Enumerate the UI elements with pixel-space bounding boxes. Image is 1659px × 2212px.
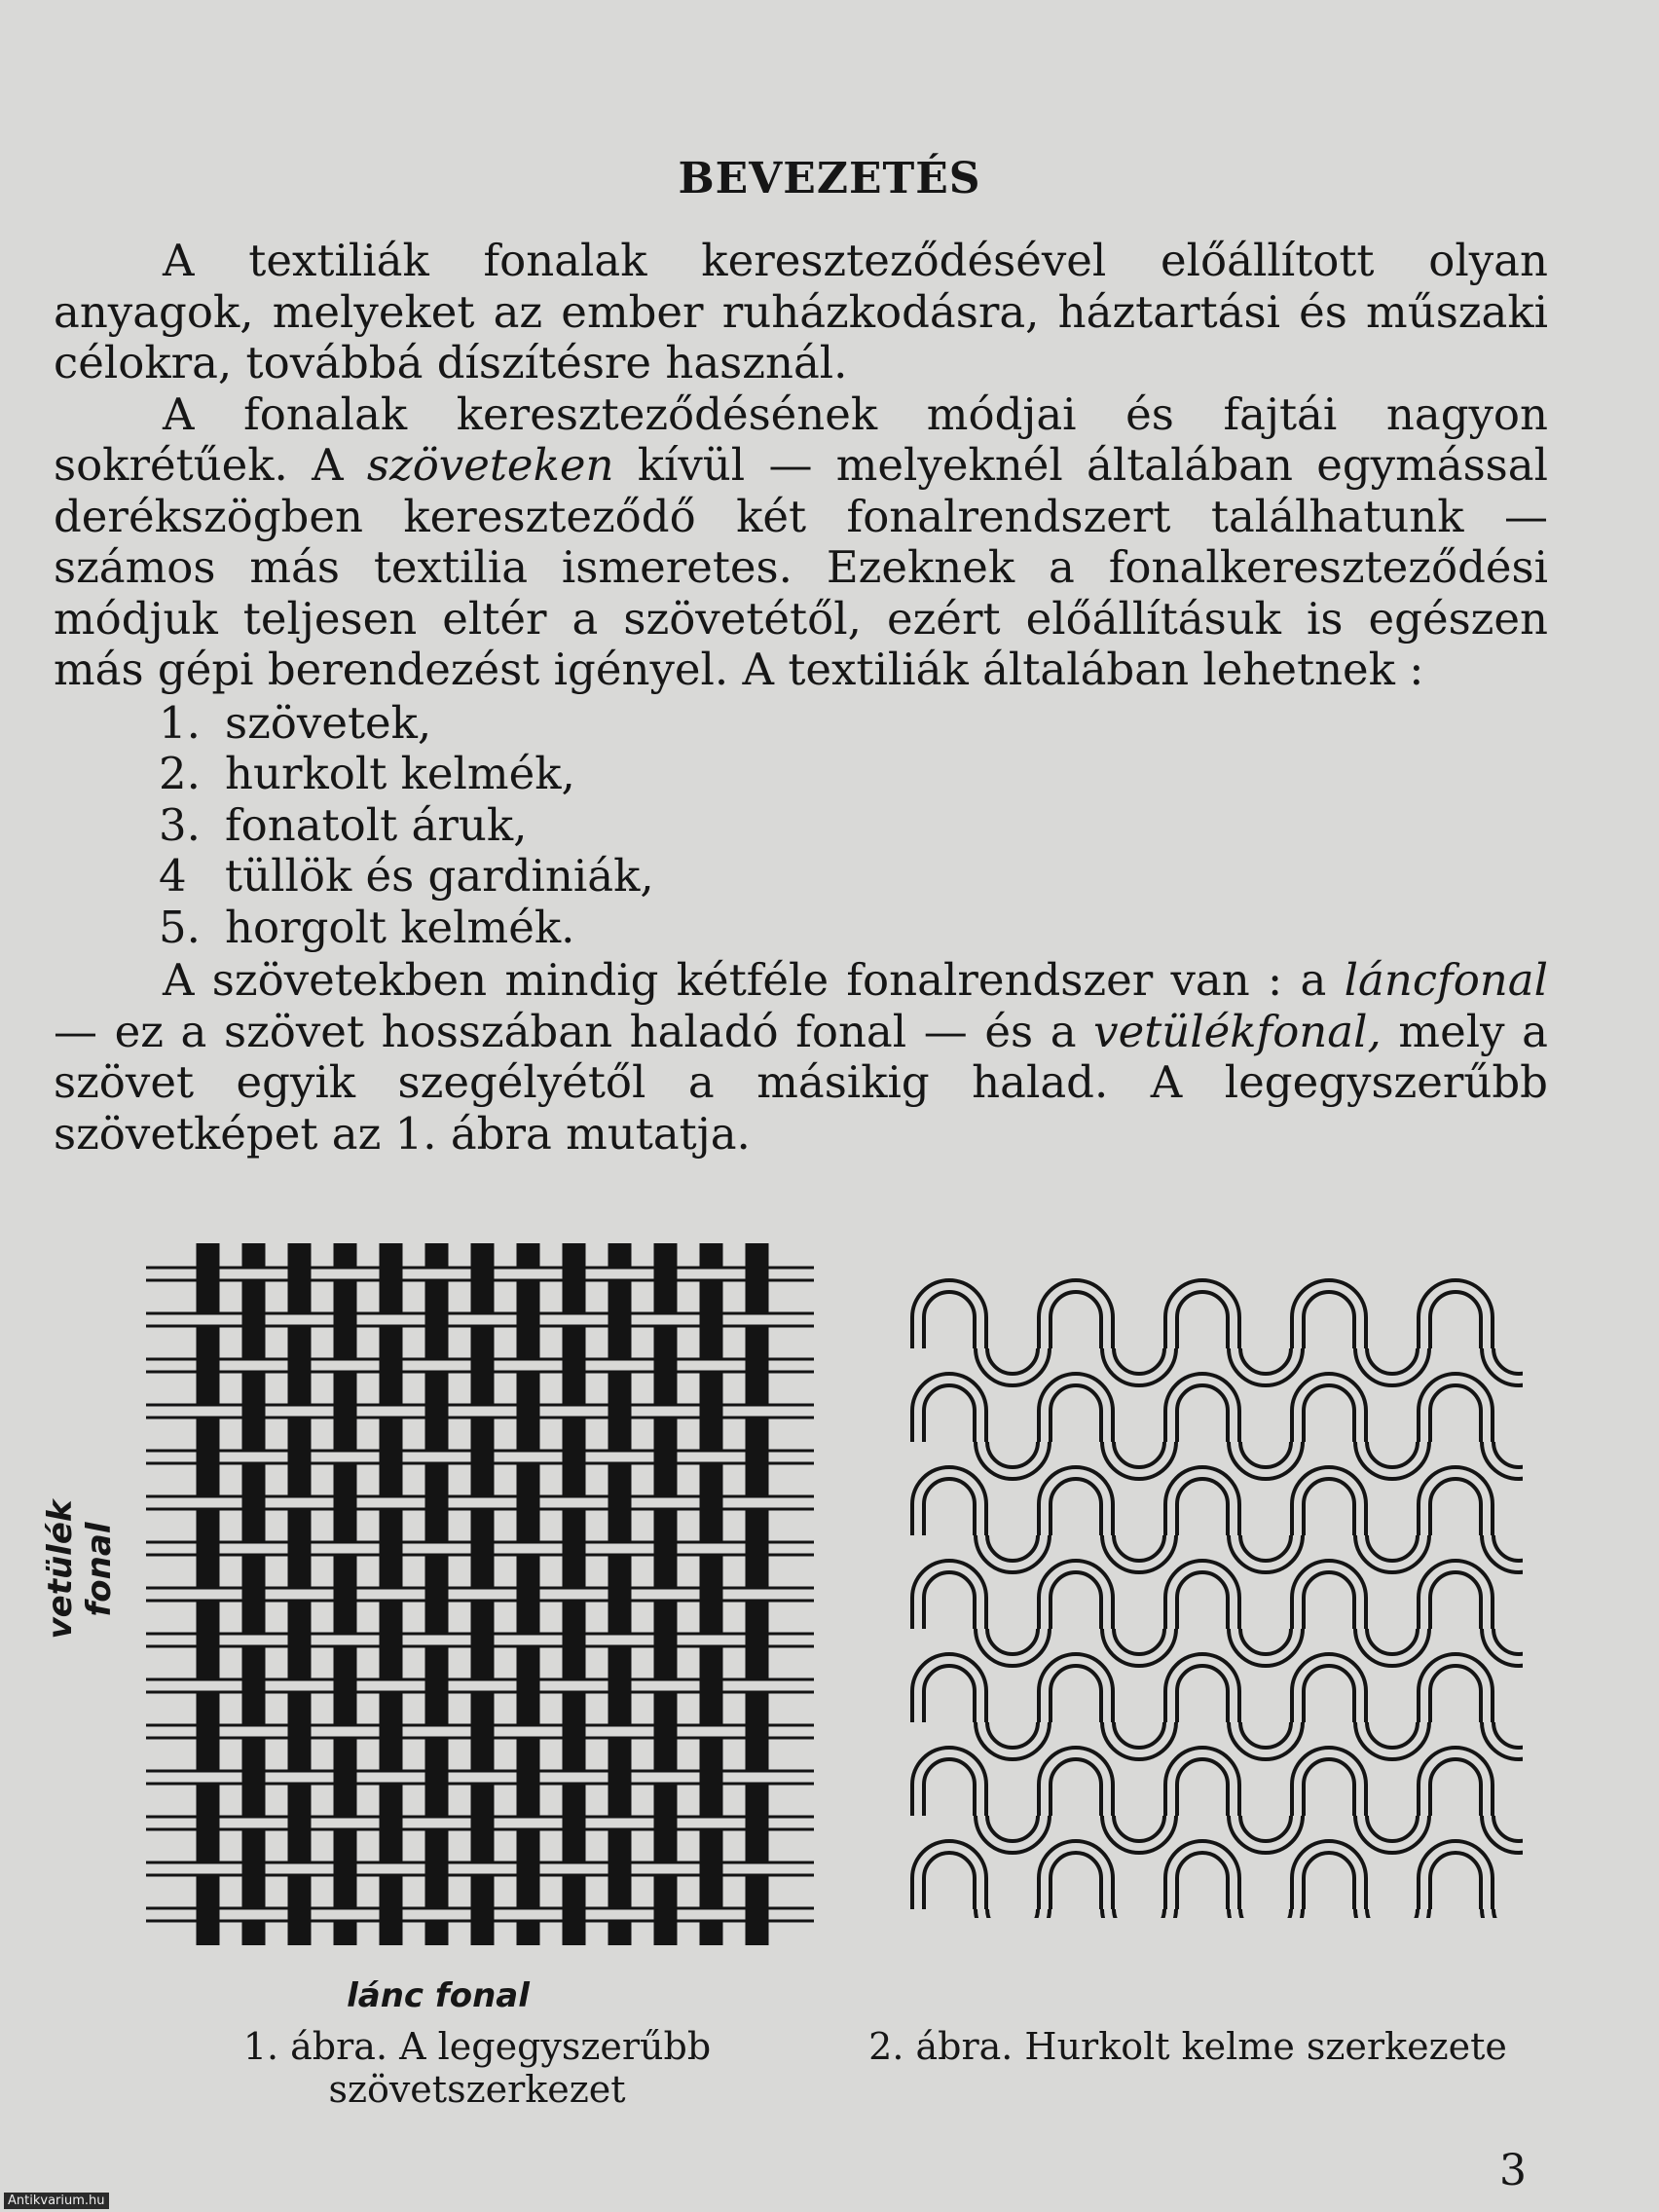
warp-over-weft bbox=[380, 1541, 403, 1557]
knit-loop-head bbox=[1292, 1374, 1366, 1442]
knitted-fabric-figure bbox=[857, 1246, 1538, 1937]
knit-loop-head bbox=[912, 1374, 986, 1442]
knit-loop-head bbox=[1165, 1374, 1239, 1442]
warp-over-weft bbox=[288, 1724, 312, 1740]
knit-sinker-arc bbox=[976, 1629, 1050, 1666]
warp-over-weft bbox=[471, 1724, 495, 1740]
warp-over-weft bbox=[288, 1816, 312, 1831]
emphasis-szoveteken: szöveteken bbox=[366, 439, 614, 491]
warp-over-weft bbox=[517, 1495, 540, 1511]
warp-over-weft bbox=[608, 1770, 632, 1786]
knit-sinker-arc bbox=[1229, 1816, 1303, 1853]
knit-loop-head bbox=[1292, 1748, 1366, 1816]
knit-loop-head bbox=[1039, 1748, 1113, 1816]
warp-over-weft bbox=[608, 1312, 632, 1328]
warp-over-weft bbox=[746, 1816, 769, 1831]
warp-over-weft bbox=[517, 1862, 540, 1877]
warp-over-weft bbox=[197, 1816, 220, 1831]
knit-loop-head bbox=[1165, 1280, 1239, 1348]
warp-over-weft bbox=[654, 1907, 678, 1923]
warp-over-weft bbox=[197, 1724, 220, 1740]
warp-over-weft bbox=[517, 1587, 540, 1603]
warp-over-weft bbox=[334, 1770, 357, 1786]
warp-over-weft bbox=[288, 1541, 312, 1557]
warp-over-weft bbox=[746, 1724, 769, 1740]
knit-sinker-arc bbox=[1355, 1722, 1429, 1759]
warp-over-weft bbox=[563, 1541, 586, 1557]
knit-sinker-arc bbox=[1102, 1348, 1176, 1385]
knit-sinker-arc bbox=[1102, 1816, 1176, 1853]
knit-loop-head bbox=[1039, 1841, 1113, 1909]
warp-over-weft bbox=[425, 1312, 449, 1328]
warp-over-weft bbox=[425, 1404, 449, 1419]
warp-over-weft bbox=[700, 1862, 723, 1877]
figure-top-margin bbox=[857, 1246, 1538, 1264]
knit-loop-head bbox=[1419, 1841, 1493, 1909]
warp-over-weft bbox=[563, 1724, 586, 1740]
warp-over-weft bbox=[608, 1862, 632, 1877]
knit-loop-head bbox=[1165, 1841, 1239, 1909]
warp-over-weft bbox=[288, 1450, 312, 1465]
paragraph-3-text-b: — ez a szövet hosszában haladó fonal — és a bbox=[54, 1005, 1077, 1057]
list-item-number: 2. bbox=[159, 748, 201, 799]
warp-over-weft bbox=[654, 1633, 678, 1648]
textile-type-list bbox=[159, 698, 1548, 954]
knit-loop-head bbox=[1039, 1654, 1113, 1722]
warp-over-weft bbox=[380, 1907, 403, 1923]
knit-loop-head bbox=[1039, 1280, 1113, 1348]
warp-over-weft bbox=[471, 1267, 495, 1282]
figure-bottom-margin bbox=[857, 1918, 1538, 1937]
warp-over-weft bbox=[242, 1862, 266, 1877]
warp-over-weft bbox=[700, 1678, 723, 1694]
warp-over-weft bbox=[334, 1678, 357, 1694]
knit-loop-head bbox=[1292, 1654, 1366, 1722]
warp-over-weft bbox=[700, 1404, 723, 1419]
warp-over-weft bbox=[471, 1541, 495, 1557]
emphasis-vetulekfonal: vetülékfonal, bbox=[1093, 1005, 1382, 1057]
warp-over-weft bbox=[746, 1541, 769, 1557]
knit-sinker-arc bbox=[1229, 1348, 1303, 1385]
warp-over-weft bbox=[700, 1587, 723, 1603]
warp-over-weft bbox=[608, 1587, 632, 1603]
warp-over-weft bbox=[746, 1267, 769, 1282]
paragraph-3-text-c: mely a szövet egyik szegélyétől a másikig halad. A legegyszerűbb szövetképet az 1. ábra mutatja. bbox=[54, 1005, 1548, 1160]
warp-over-weft bbox=[334, 1312, 357, 1328]
figure-2-caption: 2. ábra. Hurkolt kelme szerkezete bbox=[868, 2025, 1507, 2068]
warp-over-weft bbox=[746, 1358, 769, 1374]
knit-loop-head bbox=[912, 1561, 986, 1629]
paragraph-1: A textiliák fonalak kereszteződésével előállított olyan anyagok, melyeket az ember ruházkodásra, háztartási és műszaki célokra, továbbá díszítésre használ. bbox=[54, 235, 1548, 388]
knit-loop-head bbox=[1419, 1374, 1493, 1442]
warp-over-weft bbox=[425, 1862, 449, 1877]
warp-over-weft bbox=[334, 1404, 357, 1419]
list-item bbox=[159, 698, 1548, 750]
knit-loop-head bbox=[1292, 1280, 1366, 1348]
warp-over-weft bbox=[380, 1633, 403, 1648]
knit-loop-head bbox=[912, 1841, 986, 1909]
knit-sinker-arc bbox=[1355, 1629, 1429, 1666]
list-item-number: 4 bbox=[159, 850, 187, 902]
warp-over-weft bbox=[380, 1816, 403, 1831]
warp-over-weft bbox=[425, 1770, 449, 1786]
knit-loop-head bbox=[1419, 1467, 1493, 1535]
warp-over-weft bbox=[563, 1267, 586, 1282]
warp-over-weft bbox=[517, 1770, 540, 1786]
warp-over-weft bbox=[654, 1267, 678, 1282]
list-item-number: 1. bbox=[159, 696, 201, 749]
page-number: 3 bbox=[1499, 2146, 1527, 2195]
warp-over-weft bbox=[608, 1678, 632, 1694]
warp-over-weft bbox=[563, 1633, 586, 1648]
knit-sinker-arc bbox=[976, 1442, 1050, 1479]
warp-over-weft bbox=[746, 1907, 769, 1923]
warp-over-weft bbox=[654, 1358, 678, 1374]
warp-over-weft bbox=[288, 1633, 312, 1648]
warp-over-weft bbox=[242, 1404, 266, 1419]
figure-1-caption-line1: 1. ábra. A legegyszerűbb bbox=[242, 2025, 712, 2068]
warp-over-weft bbox=[288, 1358, 312, 1374]
figure-1-caption bbox=[136, 2025, 818, 2111]
knit-sinker-arc bbox=[1229, 1722, 1303, 1759]
knit-sinker-arc bbox=[1229, 1535, 1303, 1572]
warp-over-weft bbox=[700, 1312, 723, 1328]
knit-loop-head bbox=[1165, 1467, 1239, 1535]
paragraph-3-text-a: A szövetekben mindig kétféle fonalrendszer van : a bbox=[163, 954, 1327, 1006]
list-item-number: 3. bbox=[159, 798, 201, 851]
list-item-text: horgolt kelmék. bbox=[225, 901, 575, 953]
warp-over-weft bbox=[380, 1724, 403, 1740]
warp-over-weft bbox=[197, 1633, 220, 1648]
warp-over-weft bbox=[197, 1450, 220, 1465]
knit-sinker-arc bbox=[1355, 1348, 1429, 1385]
warp-over-weft bbox=[608, 1495, 632, 1511]
warp-over-weft bbox=[654, 1816, 678, 1831]
warp-over-weft bbox=[471, 1633, 495, 1648]
knit-sinker-arc bbox=[976, 1348, 1050, 1385]
warp-over-weft bbox=[242, 1312, 266, 1328]
warp-over-weft bbox=[334, 1862, 357, 1877]
emphasis-lancfonal: láncfonal bbox=[1344, 954, 1548, 1006]
knit-sinker-arc bbox=[1355, 1442, 1429, 1479]
warp-over-weft bbox=[563, 1450, 586, 1465]
warp-over-weft bbox=[425, 1587, 449, 1603]
knit-loop-head bbox=[1419, 1748, 1493, 1816]
warp-over-weft bbox=[471, 1907, 495, 1923]
knit-loop-head bbox=[1039, 1561, 1113, 1629]
knit-loop-head bbox=[912, 1280, 986, 1348]
warp-over-weft bbox=[380, 1450, 403, 1465]
warp-over-weft bbox=[242, 1770, 266, 1786]
knit-sinker-arc bbox=[1229, 1442, 1303, 1479]
warp-over-weft bbox=[197, 1907, 220, 1923]
warp-over-weft bbox=[334, 1495, 357, 1511]
list-item-text: szövetek, bbox=[225, 696, 432, 749]
knit-sinker-arc bbox=[976, 1816, 1050, 1853]
warp-over-weft bbox=[563, 1816, 586, 1831]
warp-over-weft bbox=[242, 1587, 266, 1603]
warp-over-weft bbox=[746, 1450, 769, 1465]
warp-over-weft bbox=[654, 1541, 678, 1557]
knit-sinker-arc bbox=[1102, 1535, 1176, 1572]
knit-loop-head bbox=[1292, 1561, 1366, 1629]
warp-over-weft bbox=[197, 1541, 220, 1557]
paragraph-3 bbox=[54, 955, 1548, 1160]
warp-over-weft bbox=[517, 1678, 540, 1694]
knit-sinker-arc bbox=[1102, 1629, 1176, 1666]
figure-left-margin bbox=[857, 1246, 872, 1937]
knit-sinker-arc bbox=[976, 1535, 1050, 1572]
paragraph-2 bbox=[54, 389, 1548, 696]
knit-loop-head bbox=[912, 1748, 986, 1816]
list-item-text: hurkolt kelmék, bbox=[225, 748, 575, 799]
list-item bbox=[159, 903, 1548, 954]
knit-loop-head bbox=[1165, 1561, 1239, 1629]
knit-loop-head bbox=[1165, 1748, 1239, 1816]
lanc-fonal-label: lánc fonal bbox=[347, 1976, 530, 2015]
warp-over-weft bbox=[242, 1495, 266, 1511]
warp-over-weft bbox=[425, 1678, 449, 1694]
list-item bbox=[159, 851, 1548, 903]
knit-sinker-arc bbox=[976, 1722, 1050, 1759]
knit-sinker-arc bbox=[1229, 1629, 1303, 1666]
warp-over-weft bbox=[380, 1267, 403, 1282]
knit-loop-head bbox=[1419, 1280, 1493, 1348]
plain-weave-figure bbox=[136, 1232, 818, 1972]
knit-sinker-arc bbox=[1355, 1816, 1429, 1853]
warp-over-weft bbox=[700, 1770, 723, 1786]
warp-over-weft bbox=[471, 1358, 495, 1374]
warp-over-weft bbox=[288, 1267, 312, 1282]
paragraph-2-text-b: kívül — melyeknél általában egymással derékszögben kereszteződő két fonalrendszert találhatunk — számos más textilia ismeretes. Ezeknek a fonalkereszteződési módjuk teljesen eltér a szövetétől, ezért előállításuk is egészen más gépi berendezést igényel. A textiliák általában lehetnek : bbox=[54, 439, 1548, 695]
figure-right-margin bbox=[1523, 1246, 1538, 1937]
warp-over-weft bbox=[471, 1450, 495, 1465]
list-item bbox=[159, 749, 1548, 800]
knit-loop-head bbox=[912, 1467, 986, 1535]
body-text bbox=[54, 236, 1548, 1160]
knit-loop-head bbox=[1039, 1467, 1113, 1535]
warp-over-weft bbox=[425, 1495, 449, 1511]
figure-1-caption-line2: szövetszerkezet bbox=[328, 2068, 626, 2111]
knit-loop-head bbox=[1419, 1654, 1493, 1722]
list-item bbox=[159, 800, 1548, 852]
paragraph-2-text-a: A fonalak kereszteződésének módjai és fajtái nagyon sokrétűek. A bbox=[54, 387, 1548, 491]
knit-sinker-arc bbox=[1355, 1535, 1429, 1572]
knit-sinker-arc bbox=[1102, 1442, 1176, 1479]
knit-loop-head bbox=[912, 1654, 986, 1722]
warp-over-weft bbox=[471, 1816, 495, 1831]
knit-loop-head bbox=[1165, 1654, 1239, 1722]
warp-over-weft bbox=[197, 1267, 220, 1282]
warp-over-weft bbox=[517, 1312, 540, 1328]
vetulek-fonal-label: vetülék fonal bbox=[41, 1499, 119, 1640]
watermark: Antikvarium.hu bbox=[4, 2193, 109, 2209]
warp-over-weft bbox=[563, 1907, 586, 1923]
warp-over-weft bbox=[563, 1358, 586, 1374]
warp-over-weft bbox=[380, 1358, 403, 1374]
warp-over-weft bbox=[242, 1678, 266, 1694]
knit-loop-head bbox=[1292, 1467, 1366, 1535]
warp-over-weft bbox=[517, 1404, 540, 1419]
warp-over-weft bbox=[746, 1633, 769, 1648]
warp-over-weft bbox=[608, 1404, 632, 1419]
page-title: BEVEZETÉS bbox=[678, 154, 981, 203]
list-item-text: tüllök és gardiniák, bbox=[225, 850, 654, 902]
warp-over-weft bbox=[288, 1907, 312, 1923]
warp-over-weft bbox=[197, 1358, 220, 1374]
knit-sinker-arc bbox=[1102, 1722, 1176, 1759]
knit-loop-head bbox=[1419, 1561, 1493, 1629]
list-item-number: 5. bbox=[159, 901, 201, 953]
warp-over-weft bbox=[334, 1587, 357, 1603]
warp-over-weft bbox=[700, 1495, 723, 1511]
knit-loop-head bbox=[1292, 1841, 1366, 1909]
knit-loop-head bbox=[1039, 1374, 1113, 1442]
warp-over-weft bbox=[654, 1450, 678, 1465]
list-item-text: fonatolt áruk, bbox=[225, 798, 528, 851]
warp-over-weft bbox=[654, 1724, 678, 1740]
